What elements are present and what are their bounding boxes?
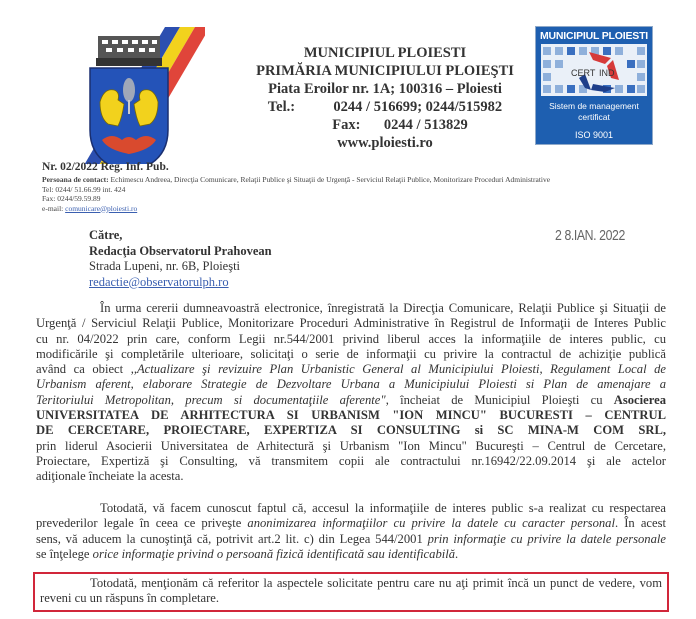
contact-fax: Fax: 0244/59.59.89 bbox=[42, 194, 101, 203]
text-run: se înţelege bbox=[36, 546, 93, 561]
fax-label: Fax: bbox=[332, 117, 361, 133]
text-run-italic: anonimizarea informaţiilor cu privire la datele cu caracter personal bbox=[247, 516, 615, 531]
iso-certification-badge bbox=[535, 26, 653, 145]
text-run-italic: orice informaţie privind o persoană fizică identificată sau identificabilă bbox=[92, 546, 456, 561]
iso-badge-standard: ISO 9001 bbox=[574, 130, 614, 140]
iso-badge-line1: Sistem de management bbox=[549, 101, 639, 111]
paragraph-personal-data bbox=[36, 501, 666, 562]
paragraph-line: Totodată, vă facem cunoscut faptul că, accesul la informaţiile de interes public s-a realizat cu respectarea bbox=[100, 501, 666, 515]
letterhead-address: Piata Eroilor nr. 1A; 100316 – Ploiesti bbox=[268, 81, 502, 97]
certind-logo-ind: IND bbox=[599, 68, 615, 78]
ploiesti-coat-of-arms-icon bbox=[40, 22, 205, 164]
iso-badge-logo-area bbox=[541, 44, 647, 96]
recipient-name: Redacţia Observatorul Prahovean bbox=[89, 243, 272, 258]
iso-badge-title: MUNICIPIUL PLOIESTI bbox=[539, 30, 648, 42]
paragraph-line: modificările şi completările ulterioare, solicitaţi o serie de informaţii cu privire la contractul de achiziţie publică bbox=[36, 346, 666, 361]
paragraph-line: În urma cererii dumneavoastră electronice, înregistrată la Direcţia Comunicare, Relaţii Publice şi Situaţii de bbox=[100, 301, 666, 315]
paragraph-line bbox=[36, 532, 666, 547]
text-run: sens, vă aducem la cunoştinţă că, potrivit art.2 lit. c) din Legea 544/2001 bbox=[36, 531, 428, 546]
contact-email bbox=[42, 204, 137, 214]
certind-logo-icon bbox=[541, 44, 647, 96]
text-run: . bbox=[455, 546, 459, 561]
paragraph-line: DE CERCETARE, PROIECTARE, EXPERTIZA SI CONSULTING si SC MINA-M COM SRL, bbox=[36, 423, 666, 438]
paragraph-line: Urbanism aferent, elaborare Strategie de Dezvoltare Urbana a Municipiului Ploiesti si Plan de amenajare a bbox=[36, 377, 666, 392]
recipient-address: Strada Lupeni, nr. 6B, Ploieşti bbox=[89, 259, 241, 273]
paragraph-line: Urgenţă / Serviciul Relaţii Publice, Monitorizare Proceduri Administrative în Registrul de Informaţii de Interes Public bbox=[36, 316, 666, 331]
registration-number: Nr. 02/2022 Reg. Inf. Pub. bbox=[42, 161, 169, 173]
text-run: . În acest bbox=[614, 516, 666, 531]
contact-email-label: e-mail: bbox=[42, 203, 66, 213]
contact-email-link[interactable]: comunicare@ploiesti.ro bbox=[65, 203, 138, 213]
iso-badge-text bbox=[536, 101, 652, 123]
note-line: Totodată, menţionăm că referitor la aspectele solicitate pentru care nu aţi primit încă un punct de vedere, vom bbox=[90, 576, 662, 590]
paragraph-line bbox=[36, 516, 666, 531]
letterhead-city-hall: PRIMĂRIA MUNICIPIULUI PLOIEŞTI bbox=[256, 63, 514, 79]
contact-person bbox=[42, 175, 550, 185]
paragraph-line: prin liderul Asocierii Universitatea de Arhitectură şi Urbanism "Ion Mincu" Bucureşti – Centrul de Cercetare, bbox=[36, 438, 666, 453]
note-line: reveni cu un răspuns în completare. bbox=[40, 591, 220, 606]
letterhead bbox=[230, 44, 540, 152]
text-run: prevederilor legale în ceea ce priveşte bbox=[36, 516, 248, 531]
fax-value: 0244 / 513829 bbox=[383, 117, 468, 133]
contact-phone: Tel: 0244/ 51.66.99 int. 424 bbox=[42, 184, 126, 194]
letterhead-municipality: MUNICIPIUL PLOIESTI bbox=[303, 45, 467, 61]
contract-object-title-end: Teritoriului Metropolitan, precum si documentaţiile aferente" bbox=[36, 392, 386, 407]
text-run-italic: prin informaţie cu privire la datele personale bbox=[427, 531, 666, 546]
certind-logo-cert: CERT bbox=[571, 68, 596, 78]
paragraph-line: cu nr. 04/2022 prin care, conform Legii nr.544/2001 privind liberul acces la informaţiile de interes public, cu bbox=[36, 331, 666, 346]
paragraph-line bbox=[36, 547, 666, 562]
date-stamp: 2 8.IAN. 2022 bbox=[555, 227, 625, 244]
letterhead-website: www.ploiesti.ro bbox=[337, 135, 433, 151]
recipient-salutation: Către, bbox=[89, 228, 123, 242]
contact-person-value: Echimescu Andreea, Direcţia Comunicare, Relaţii Publice şi Situaţii de Urgenţă - Serviciul Relaţii Publice, Monitorizare Proceduri Administrative bbox=[108, 175, 551, 184]
iso-badge-line2: certificat bbox=[578, 112, 610, 122]
text-run: , încheiat de Municipiul Ploieşti cu bbox=[385, 392, 614, 407]
contract-object-title: ,,Actualizare şi revizuire Plan Urbanistic General al Municipiului Ploiesti, Regulament Local de bbox=[130, 362, 667, 377]
text-run-bold: Asocierea bbox=[613, 392, 666, 407]
phone-label: Tel.: bbox=[267, 99, 296, 115]
contact-person-label: Persoana de contact: bbox=[42, 175, 109, 184]
text-run: având ca obiect bbox=[36, 362, 131, 377]
phone-value: 0244 / 516699; 0244/515982 bbox=[333, 99, 503, 115]
paragraph-line: Proiectare, Expertiză şi Consulting, vă transmitem copii ale contractului nr.16942/22.09.2014 şi ale actelor bbox=[36, 453, 666, 468]
letterhead-phone bbox=[230, 98, 540, 116]
letterhead-fax bbox=[230, 116, 540, 134]
recipient-email-row bbox=[89, 275, 229, 291]
paragraph-line bbox=[36, 362, 666, 377]
highlighted-note bbox=[40, 576, 662, 607]
paragraph-request-response bbox=[36, 301, 666, 485]
paragraph-line: UNIVERSITATEA DE ARHITECTURA SI URBANISM "ION MINCU" BUCURESTI – CENTRUL bbox=[36, 408, 666, 423]
paragraph-line bbox=[36, 393, 666, 408]
paragraph-line: adiţionale încheiate la acesta. bbox=[36, 469, 184, 484]
recipient-email-link[interactable]: redactie@observatorulph.ro bbox=[89, 274, 229, 289]
